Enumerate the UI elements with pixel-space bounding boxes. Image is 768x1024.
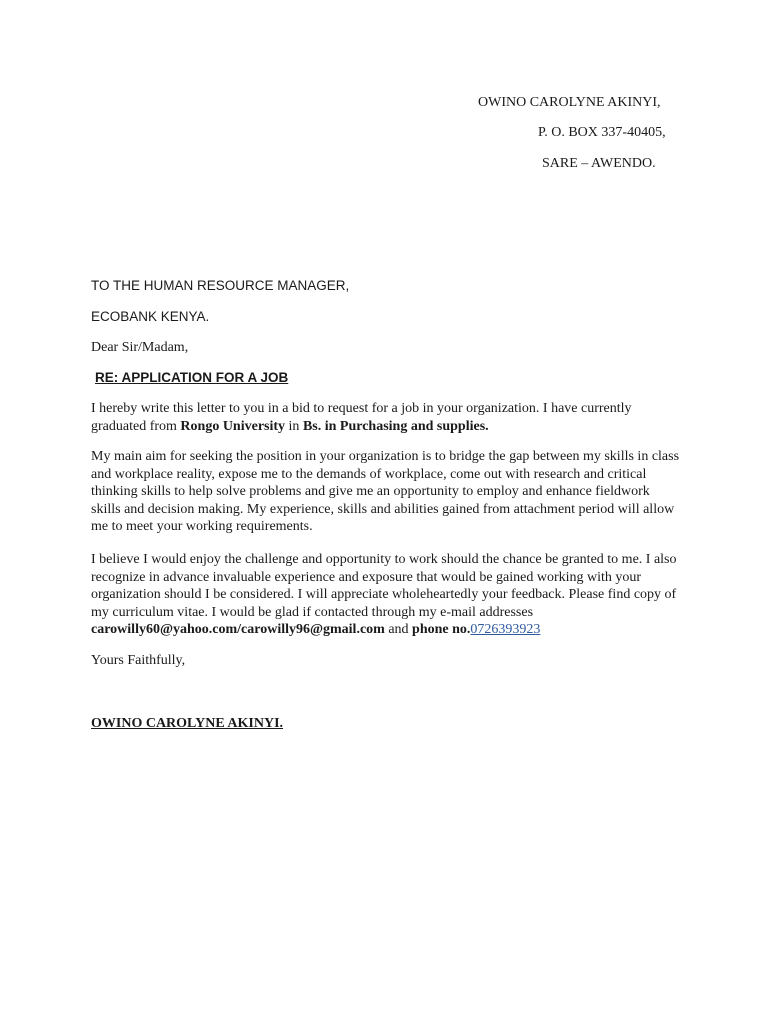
paragraph-intro [91,400,681,435]
email-addresses: carowilly60@yahoo.com/carowilly96@gmail.com [91,622,385,638]
paragraph-aim: My main aim for seeking the position in your organization is to bridge the gap between my skills in class and workplace reality, expose me to the demands of workplace, come out with research and critical thinking skills to help solve problems and give me an opportunity to employ and enhance fieldwork skills and decision making. My experience, skills and abilities gained from attachment period will allow me to meet your working requirements. [91,449,680,535]
phone-number-link[interactable]: 0726393923 [470,622,541,638]
paragraph-contact-connector: and [384,622,413,638]
paragraph-intro-connector: in [285,418,303,434]
signature-name: OWINO CAROLYNE AKINYI. [91,716,284,731]
closing: Yours Faithfully, [91,653,186,668]
sender-po-box: P. O. BOX 337-40405, [538,125,666,140]
paragraph-contact [91,551,681,639]
paragraph-intro-text: I hereby write this letter to you in a bid to request for a job in your organization. I have currently graduated from [91,401,632,434]
university-name: Rongo University [180,418,286,434]
sender-name: OWINO CAROLYNE AKINYI, [478,95,661,110]
phone-label: phone no. [412,622,471,638]
degree-name: Bs. in Purchasing and supplies. [302,418,489,434]
paragraph-contact-text: I believe I would enjoy the challenge and opportunity to work should the chance be granted to me. I also recognize in advance invaluable experience and exposure that would be gained working with your organization should I be considered. I will appreciate wholeheartedly your feedback. Please find copy of my curriculum vitae. I would be glad if contacted through my e-mail addresses [91,552,677,620]
sender-town: SARE – AWENDO. [542,156,656,171]
recipient-title: TO THE HUMAN RESOURCE MANAGER, [91,278,350,293]
recipient-company: ECOBANK KENYA. [91,309,210,324]
salutation: Dear Sir/Madam, [91,340,189,355]
subject-line: RE: APPLICATION FOR A JOB [95,370,289,385]
